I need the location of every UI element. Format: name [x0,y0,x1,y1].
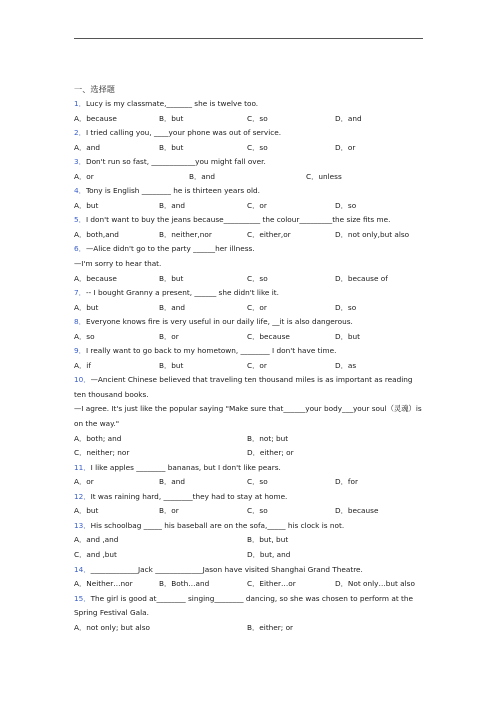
question-stem [74,242,424,257]
question-stem [74,126,424,141]
options-row [74,141,424,156]
answer-option[interactable]: B．not; but [247,433,289,443]
answer-option[interactable]: D．not only,but also [335,229,410,239]
options-row [74,446,424,461]
answer-option[interactable]: D．because of [335,273,388,283]
answer-option[interactable]: C．so [247,273,268,283]
answer-option[interactable]: D．Not only…but also [335,579,415,589]
options-row [74,533,424,548]
question-stem [74,213,424,228]
question-text: Everyone knows fire is very useful in our daily life, __it is also dangerous. [85,317,353,327]
answer-option[interactable]: C．so [247,113,268,123]
question-number: 15． [74,593,91,603]
questions-container [74,97,424,635]
question-number: 1． [74,99,86,108]
question-stem [74,155,424,170]
answer-option[interactable]: A．not only; but also [74,622,150,632]
question-extra-text: —I'm sorry to hear that. [74,259,162,269]
answer-option[interactable]: B．or [159,331,179,341]
options-row [74,621,424,636]
question-14 [74,563,424,592]
answer-option[interactable]: D．but [335,331,361,341]
answer-option[interactable]: A．but [74,506,99,516]
question-stem [74,490,424,505]
header-rule [74,38,423,39]
question-stem [74,184,424,199]
answer-option[interactable]: B．Both…and [159,579,210,589]
question-number: 5． [74,215,86,225]
question-text: —Alice didn't go to the party ______her illness. [85,244,255,254]
answer-option[interactable]: D．but, and [247,549,291,559]
answer-option[interactable]: C．unless [306,171,342,181]
answer-option[interactable]: A．if [74,360,91,370]
options-row [74,432,424,447]
question-number: 14． [74,564,91,574]
answer-option[interactable]: B．and [159,477,186,487]
question-text: I don't want to buy the jeans because__________ the colour_________the size fits me. [85,215,391,225]
answer-option[interactable]: A．or [74,171,94,181]
question-11 [74,461,424,490]
question-stem [74,286,424,301]
question-10 [74,373,424,460]
answer-option[interactable]: A．but [74,200,99,210]
answer-option[interactable]: C．Either…or [247,579,296,589]
question-1 [74,97,424,126]
answer-option[interactable]: A．so [74,331,95,341]
answer-option[interactable]: B．but [159,360,184,370]
options-row [74,112,424,127]
answer-option[interactable]: B．and [189,171,216,181]
question-stem [74,97,424,112]
question-text: I tried calling you, ____your phone was out of service. [85,128,282,138]
options-row [74,359,424,374]
question-text: His schoolbag _____ his baseball are on the sofa,_____ his clock is not. [90,520,345,530]
answer-option[interactable]: C．so [247,477,268,487]
question-8 [74,315,424,344]
question-number: 7． [74,288,86,298]
question-4 [74,184,424,213]
options-row [74,475,424,490]
question-13 [74,519,424,563]
question-stem [74,592,424,621]
options-row [74,272,424,287]
question-stem [74,519,424,534]
question-number: 13． [74,520,91,530]
answer-option[interactable]: B．but, but [247,535,289,545]
question-number: 12． [74,491,91,501]
question-15 [74,592,424,636]
options-row [74,330,424,345]
answer-option[interactable]: C．either,or [247,229,291,239]
question-stem [74,344,424,359]
answer-option[interactable]: D．for [335,477,358,487]
answer-option[interactable]: A．and ,and [74,535,119,545]
answer-option[interactable]: C．so [247,142,268,152]
question-number: 9． [74,346,86,356]
question-number: 6． [74,244,86,254]
options-row [74,228,424,243]
question-stem [74,373,424,402]
question-5 [74,213,424,242]
answer-option[interactable]: C．neither; nor [74,448,130,458]
question-12 [74,490,424,519]
question-list [74,82,424,635]
question-text: Don't run so fast, ____________you might fall over. [85,157,266,167]
answer-option[interactable]: A．Neither…nor [74,579,133,589]
question-text: The girl is good at________ singing________ dancing, so she was chosen to perform at the Spring Festival Gala. [74,593,413,618]
answer-option[interactable]: C．and ,but [74,549,117,559]
answer-option[interactable]: B．but [159,113,184,123]
question-text: -- I bought Granny a present, ______ she didn't like it. [85,288,279,298]
question-text: Lucy is my classmate,_______ she is twelve too. [85,99,259,108]
question-stem [74,461,424,476]
answer-option[interactable]: A．and [74,142,101,152]
question-3 [74,155,424,184]
section-title: 一、选择题 [74,84,115,94]
options-row [74,548,424,563]
answer-option[interactable]: C．so [247,506,268,516]
answer-option[interactable]: A．both; and [74,433,122,443]
question-2 [74,126,424,155]
question-stem [74,315,424,330]
answer-option[interactable]: B．either; or [247,622,294,632]
question-number: 10． [74,375,91,385]
question-number: 8． [74,317,86,327]
answer-option[interactable]: D．or [335,142,356,152]
question-text: It was raining hard, ________they had to stay at home. [90,491,288,501]
answer-option[interactable]: C．because [247,331,290,341]
question-text: I really want to go back to my hometown, ________ I don't have time. [85,346,337,356]
question-6 [74,242,424,286]
answer-option[interactable]: A．because [74,113,117,123]
answer-option[interactable]: A．or [74,477,94,487]
options-row [74,577,424,592]
question-number: 3． [74,157,86,167]
question-text: —Ancient Chinese believed that traveling ten thousand miles is as important as reading ten thousand books. [74,375,413,399]
answer-option[interactable]: C．or [247,360,267,370]
answer-option[interactable]: D．and [335,113,362,123]
answer-option[interactable]: D．because [335,506,379,516]
options-row [74,301,424,316]
answer-option[interactable]: D．as [335,360,357,370]
question-number: 2． [74,128,86,138]
answer-option[interactable]: B．neither,nor [159,229,212,239]
question-number: 4． [74,186,86,196]
question-extra-text: —I agree. It's just like the popular saying "Make sure that______your body___your soul（灵魂）is on the way." [74,404,422,429]
answer-option[interactable]: D．so [335,302,357,312]
answer-option[interactable]: C．or [247,302,267,312]
answer-option[interactable]: B．and [159,200,186,210]
question-stem [74,563,424,578]
answer-option[interactable]: B．or [159,506,179,516]
question-text: Tony is English ________ he is thirteen years old. [85,186,260,196]
question-number: 11． [74,462,91,472]
question-text: _____________Jack _____________Jason have visited Shanghai Grand Theatre. [90,564,363,574]
options-row [74,504,424,519]
question-7 [74,286,424,315]
answer-option[interactable]: A．both,and [74,229,119,239]
answer-option[interactable]: C．or [247,200,267,210]
answer-option[interactable]: A．but [74,302,99,312]
answer-option[interactable]: B．and [159,302,186,312]
answer-option[interactable]: A．because [74,273,117,283]
answer-option[interactable]: B．but [159,142,184,152]
answer-option[interactable]: B．but [159,273,184,283]
answer-option[interactable]: D．so [335,200,357,210]
question-text: I like apples ________ bananas, but I don't like pears. [90,462,281,472]
question-9 [74,344,424,373]
options-row [74,199,424,214]
answer-option[interactable]: D．either; or [247,448,294,458]
options-row [74,170,424,185]
